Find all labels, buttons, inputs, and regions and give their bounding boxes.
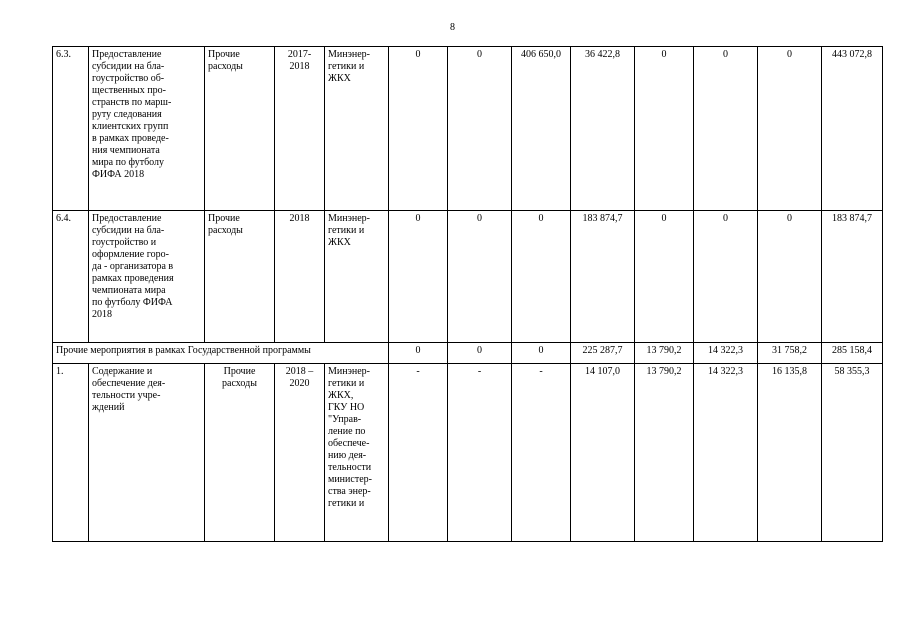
value-cell: 13 790,2 xyxy=(635,364,694,542)
activity-name-line: обеспечение дея- xyxy=(92,378,166,389)
value-cell: 0 xyxy=(758,47,822,211)
value-cell: 0 xyxy=(389,47,448,211)
expense-type-line: Прочие xyxy=(223,366,256,377)
value-cell: 0 xyxy=(635,211,694,343)
table-row xyxy=(53,211,883,343)
expense-type-line: расходы xyxy=(208,225,243,236)
expense-type-line: Прочие xyxy=(208,49,240,60)
activity-name-line: щественных про- xyxy=(92,85,166,96)
activity-name-line: странств по марш- xyxy=(92,97,172,108)
expense-type-line: расходы xyxy=(222,378,257,389)
activity-name-line: ФИФА 2018 xyxy=(92,169,145,180)
years-cell xyxy=(275,364,325,542)
executor-line: ГКУ НО xyxy=(328,402,365,413)
years-line: 2017- xyxy=(287,49,312,60)
activity-name-line: субсидии на бла- xyxy=(92,61,165,72)
activity-name-line: Предоставление xyxy=(92,49,162,60)
row-number-cell: 6.3. xyxy=(53,47,89,211)
activity-name-line: Предоставление xyxy=(92,213,162,224)
executor-line: гетики и xyxy=(328,378,365,389)
value-cell: - xyxy=(448,364,512,542)
years-cell xyxy=(275,47,325,211)
activity-name-line: в рамках проведе- xyxy=(92,133,169,144)
executor-line: ление по xyxy=(328,426,366,437)
activity-name-cell xyxy=(89,364,205,542)
table-row xyxy=(53,364,883,542)
table-row xyxy=(53,47,883,211)
total-value-cell: 183 874,7 xyxy=(822,211,883,343)
value-cell: 0 xyxy=(694,211,758,343)
activity-name-line: руту следования xyxy=(92,109,162,120)
activity-name-line: ния чемпионата xyxy=(92,145,160,156)
activity-name-line: мира по футболу xyxy=(92,157,165,168)
activity-name-line: чемпионата мира xyxy=(92,285,166,296)
summary-label-cell: Прочие мероприятия в рамках Государственной программы xyxy=(53,343,389,364)
executor-cell xyxy=(325,364,389,542)
value-cell: 0 xyxy=(448,211,512,343)
years-line: 2018 xyxy=(289,213,310,224)
years-line: 2018 – xyxy=(285,366,314,377)
executor-line: ЖКХ, xyxy=(328,390,354,401)
years-line: 2020 xyxy=(289,378,310,389)
activity-name-line: ждений xyxy=(92,402,125,413)
total-value-cell: 285 158,4 xyxy=(822,343,883,364)
executor-line: тельности xyxy=(328,462,372,473)
value-cell: 0 xyxy=(389,211,448,343)
value-cell: - xyxy=(389,364,448,542)
activity-name-line: гоустройство и xyxy=(92,237,157,248)
value-cell: 0 xyxy=(448,47,512,211)
expense-type-cell xyxy=(205,364,275,542)
value-cell: 13 790,2 xyxy=(635,343,694,364)
budget-table xyxy=(52,46,883,542)
value-cell: 183 874,7 xyxy=(571,211,635,343)
page-number: 8 xyxy=(450,22,455,33)
activity-name-line: клиентских групп xyxy=(92,121,169,132)
years-cell xyxy=(275,211,325,343)
value-cell: 0 xyxy=(635,47,694,211)
row-number-cell: 6.4. xyxy=(53,211,89,343)
value-cell: 406 650,0 xyxy=(512,47,571,211)
executor-line: ЖКХ xyxy=(328,73,351,84)
value-cell: 0 xyxy=(512,211,571,343)
activity-name-cell xyxy=(89,211,205,343)
value-cell: 14 322,3 xyxy=(694,364,758,542)
executor-line: гетики и xyxy=(328,61,365,72)
executor-line: нию дея- xyxy=(328,450,367,461)
value-cell: 36 422,8 xyxy=(571,47,635,211)
expense-type-line: расходы xyxy=(208,61,243,72)
executor-line: Минэнер- xyxy=(328,366,371,377)
executor-line: ства энер- xyxy=(328,486,371,497)
table-row-summary xyxy=(53,343,883,364)
value-cell: 0 xyxy=(512,343,571,364)
activity-name-line: субсидии на бла- xyxy=(92,225,165,236)
total-value-cell: 58 355,3 xyxy=(822,364,883,542)
activity-name-line: тельности учре- xyxy=(92,390,161,401)
activity-name-line: рамках проведения xyxy=(92,273,174,284)
value-cell: 14 322,3 xyxy=(694,343,758,364)
executor-line: министер- xyxy=(328,474,372,485)
activity-name-line: 2018 xyxy=(92,309,112,320)
activity-name-line: по футболу ФИФА xyxy=(92,297,173,308)
expense-type-cell xyxy=(205,47,275,211)
executor-line: обеспече- xyxy=(328,438,370,449)
value-cell: 0 xyxy=(389,343,448,364)
activity-name-line: да - организатора в xyxy=(92,261,174,272)
activity-name-line: оформление горо- xyxy=(92,249,169,260)
expense-type-line: Прочие xyxy=(208,213,240,224)
expense-type-cell xyxy=(205,211,275,343)
value-cell: 31 758,2 xyxy=(758,343,822,364)
value-cell: - xyxy=(512,364,571,542)
years-line: 2018 xyxy=(289,61,310,72)
executor-line: Минэнер- xyxy=(328,213,371,224)
value-cell: 0 xyxy=(694,47,758,211)
value-cell: 0 xyxy=(758,211,822,343)
executor-line: Минэнер- xyxy=(328,49,371,60)
executor-line: гетики и xyxy=(328,498,365,509)
activity-name-cell xyxy=(89,47,205,211)
row-number-cell: 1. xyxy=(53,364,89,542)
value-cell: 0 xyxy=(448,343,512,364)
executor-line: ЖКХ xyxy=(328,237,351,248)
executor-cell xyxy=(325,211,389,343)
value-cell: 14 107,0 xyxy=(571,364,635,542)
activity-name-line: Содержание и xyxy=(92,366,153,377)
total-value-cell: 443 072,8 xyxy=(822,47,883,211)
value-cell: 16 135,8 xyxy=(758,364,822,542)
executor-line: гетики и xyxy=(328,225,365,236)
activity-name-line: гоустройство об- xyxy=(92,73,165,84)
executor-cell xyxy=(325,47,389,211)
value-cell: 225 287,7 xyxy=(571,343,635,364)
executor-line: "Управ- xyxy=(328,414,362,425)
